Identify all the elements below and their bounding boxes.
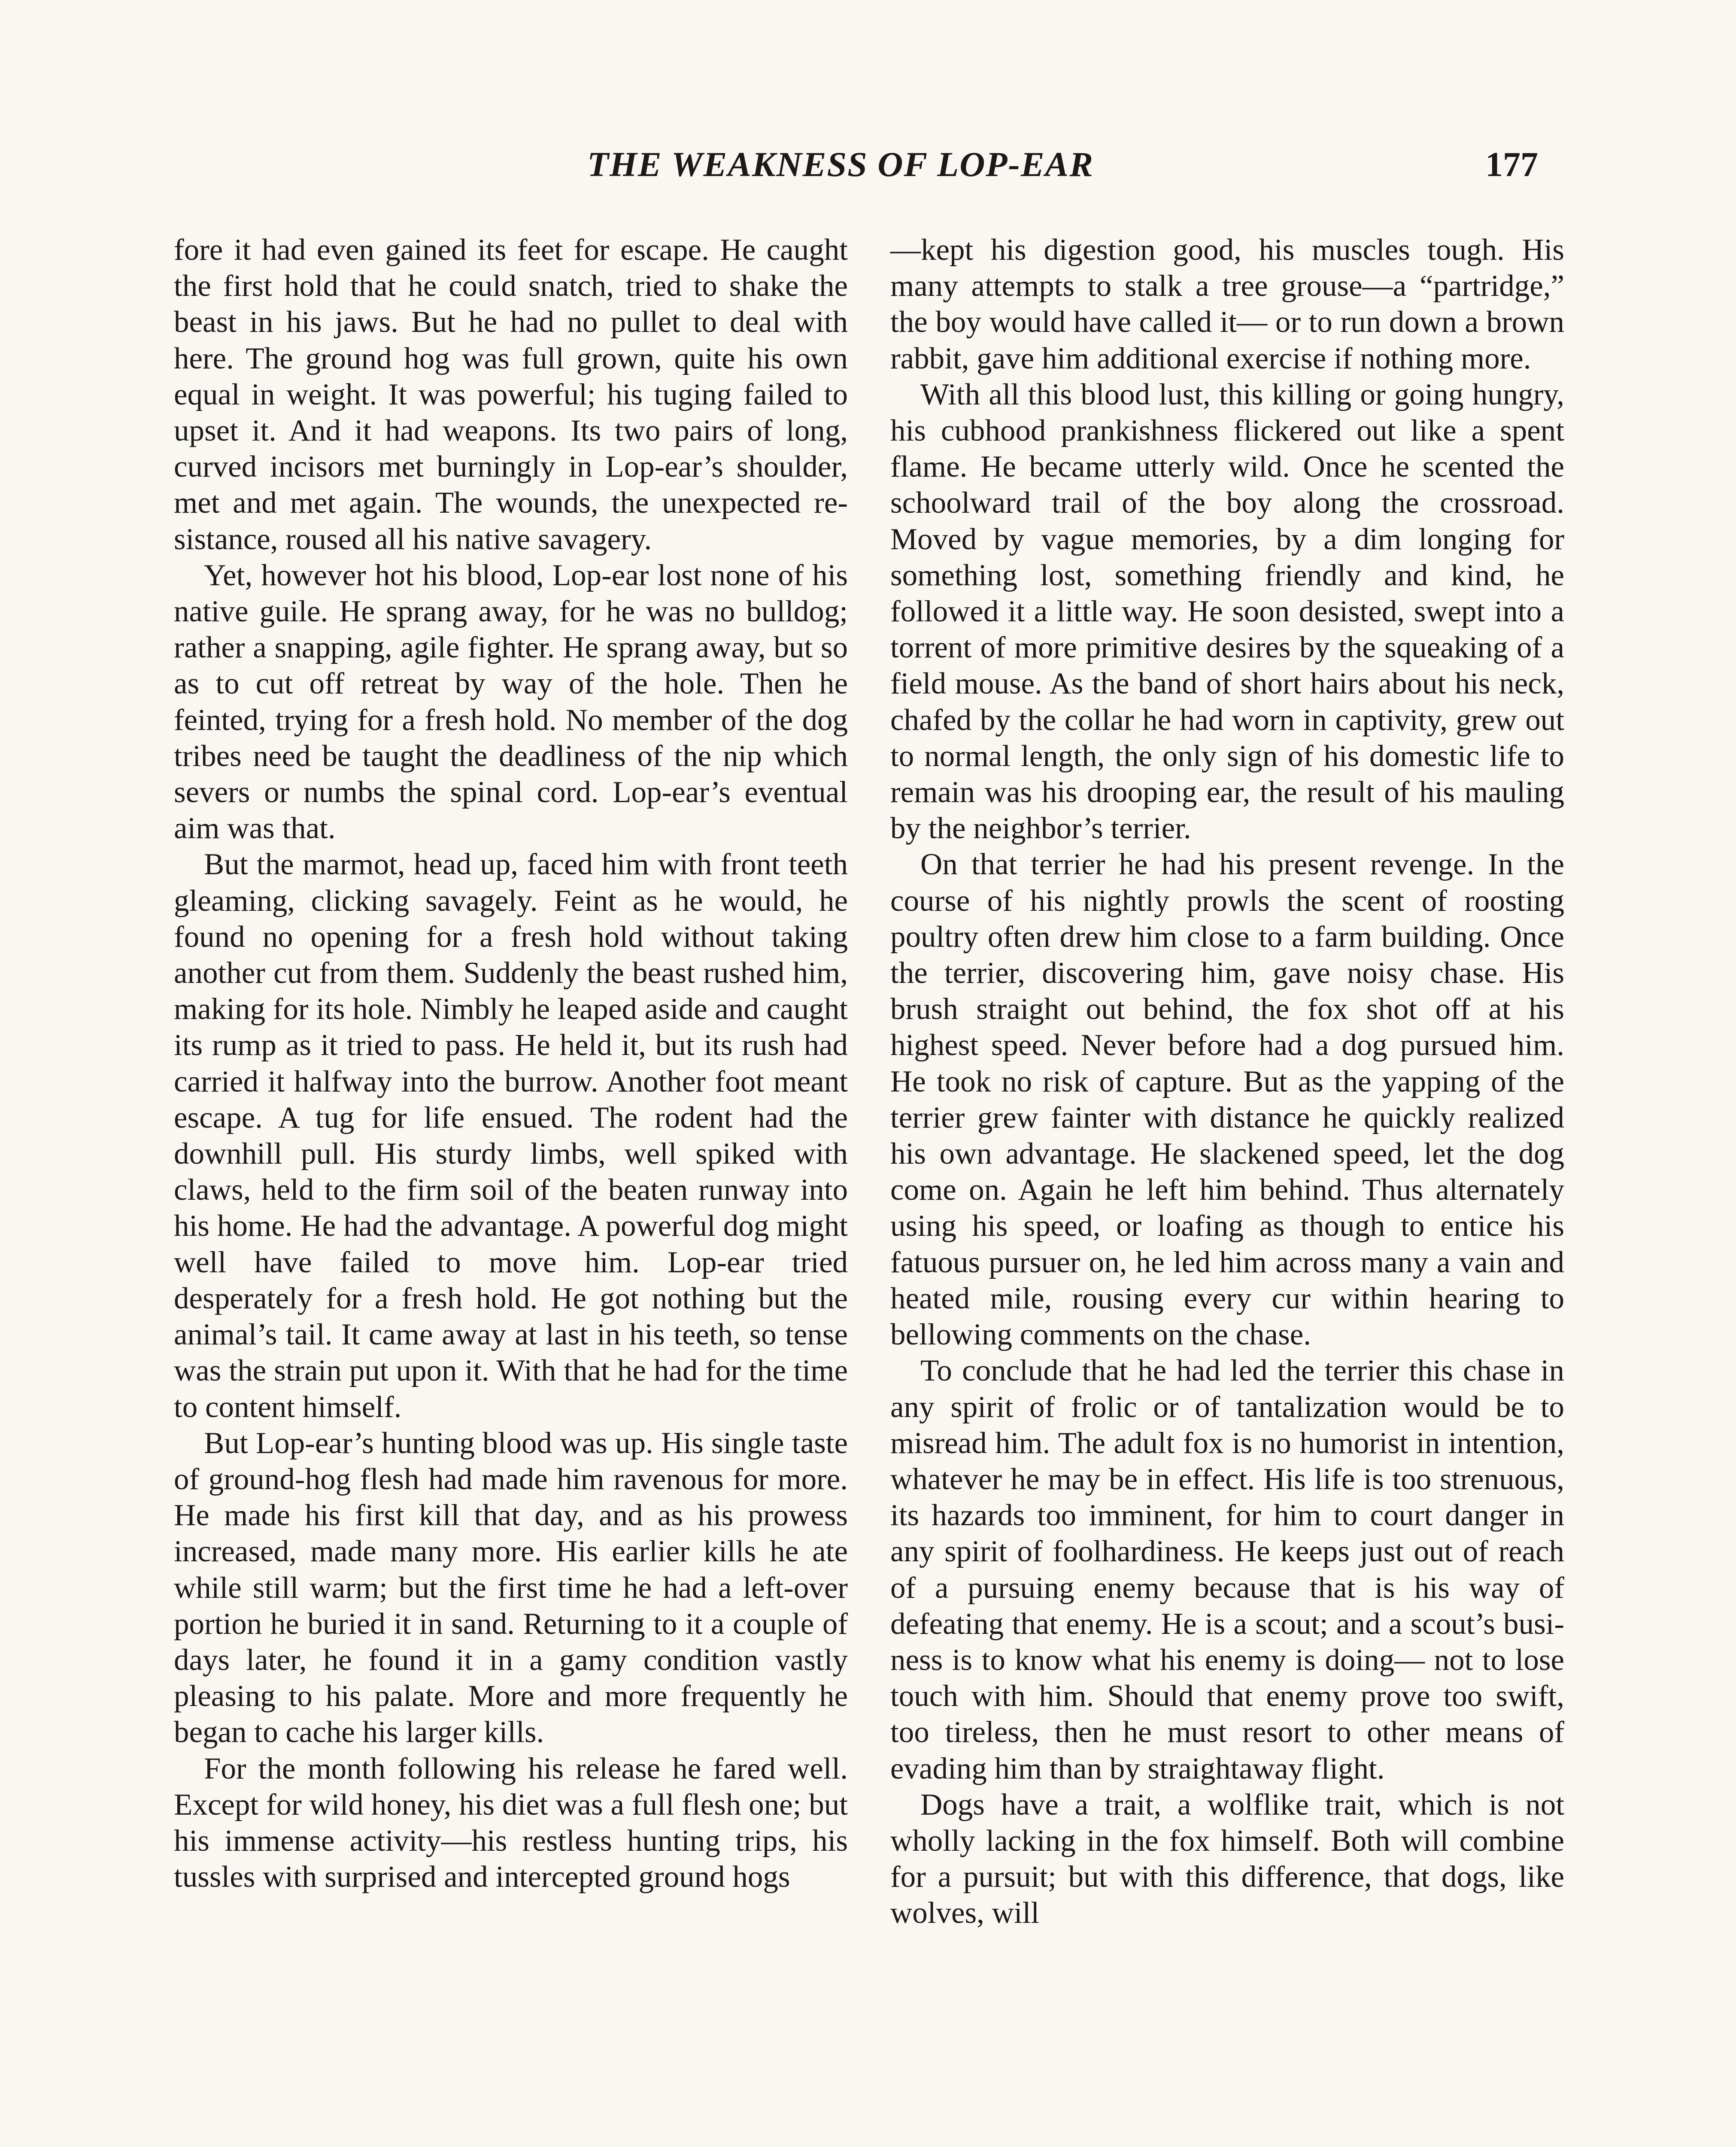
paragraph: On that terrier he had his present revenge. In the course of his nightly prowls the scent of roosting poultry often drew him close to a farm building. Once the terrier, discovering him, gave noisy chase. His brush straight out behind, the fox shot off at his highest speed. Never before had a dog pursued him. He took no risk of capture. But as the yapping of the terrier grew fainter with distance he quickly realized his own advantage. He slackened speed, let the dog come on. Again he left him behind. Thus alternately using his speed, or loafing as though to entice his fatuous pursuer on, he led him across many a vain and heated mile, rousing every cur within hearing to bellowing comments on the chase. [890, 848, 1564, 1352]
paragraph: fore it had even gained its feet for escape. He caught the first hold that he could snatch, tried to shake the beast in his jaws. But he had no pullet to deal with here. The ground hog was full grown, quite his own equal in weight. It was powerful; his tuging failed to upset it. And it had weapons. Its two pairs of long, curved incisors met burningly in Lop-ear’s shoulder, met and met again. The wounds, the unexpected resistance, roused all his native savagery. [174, 233, 848, 556]
paragraph: But the marmot, head up, faced him with front teeth gleaming, clicking savagely. Feint as he would, he found no opening for a fresh hold without taking another cut from them. Suddenly the beast rushed him, making for its hole. Nimbly he leaped aside and caught its rump as it tried to pass. He held it, but its rush had carried it halfway into the burrow. Another foot meant escape. A tug for life ensued. The rodent had the downhill pull. His sturdy limbs, well spiked with claws, held to the firm soil of the beaten runway into his home. He had the advantage. A powerful dog might well have failed to move him. Lop-ear tried desperately for a fresh hold. He got nothing but the animal’s tail. It came away at last in his teeth, so tense was the strain put upon it. With that he had for the time to content himself. [174, 848, 848, 1424]
page-number: 177 [1485, 145, 1538, 184]
paragraph: For the month following his release he fared well. Except for wild honey, his diet was a full flesh one; but his immense activity—his restless hunting trips, his tussles with surprised and intercepted ground hogs [174, 1752, 848, 1894]
paragraph: With all this blood lust, this killing or going hungry, his cubhood prankishness flickered out like a spent flame. He became utterly wild. Once he scented the schoolward trail of the boy along the crossroad. Moved by vague memories, by a dim longing for something lost, something friendly and kind, he followed it a little way. He soon desisted, swept into a torrent of more primitive desires by the squeaking of a field mouse. As the band of short hairs about his neck, chafed by the collar he had worn in captivity, grew out to normal length, the only sign of his domestic life to remain was his drooping ear, the result of his mauling by the neighbor’s terrier. [890, 377, 1564, 845]
paragraph: Dogs have a trait, a wolflike trait, which is not wholly lacking in the fox himself. Both will combine for a pursuit; but with this difference, that dogs, like wolves, will [890, 1788, 1564, 1930]
running-title: THE WEAKNESS OF LOP-EAR [587, 145, 1094, 184]
left-column [174, 232, 848, 1895]
paragraph: But Lop-ear’s hunting blood was up. His single taste of ground-hog flesh had made him ravenous for more. He made his first kill that day, and as his prowess increased, made many more. His earlier kills he ate while still warm; but the first time he had a left-over portion he buried it in sand. Returning to it a couple of days later, he found it in a gamy condition vastly pleasing to his palate. More and more frequently he began to cache his larger kills. [174, 1426, 848, 1749]
paragraph: —kept his digestion good, his muscles tough. His many attempts to stalk a tree grouse—a “partridge,” the boy would have called it— or to run down a brown rabbit, gave him additional exercise if nothing more. [890, 233, 1564, 375]
page-header [0, 144, 1736, 204]
paragraph: Yet, however hot his blood, Lop-ear lost none of his native guile. He sprang away, for he was no bulldog; rather a snapping, agile fighter. He sprang away, but so as to cut off retreat by way of the hole. Then he feinted, trying for a fresh hold. No member of the dog tribes need be taught the deadliness of the nip which severs or numbs the spinal cord. Lop-ear’s eventual aim was that. [174, 558, 848, 845]
right-column [890, 232, 1564, 1931]
paragraph: To conclude that he had led the terrier this chase in any spirit of frolic or of tantalization would be to misread him. The adult fox is no humorist in intention, whatever he may be in effect. His life is too strenuous, its hazards too imminent, for him to court danger in any spirit of foolhardiness. He keeps just out of reach of a pursuing enemy because that is his way of defeating that enemy. He is a scout; and a scout’s business is to know what his enemy is doing— not to lose touch with him. Should that enemy prove too swift, too tireless, then he must resort to other means of evading him than by straightaway flight. [890, 1354, 1564, 1785]
